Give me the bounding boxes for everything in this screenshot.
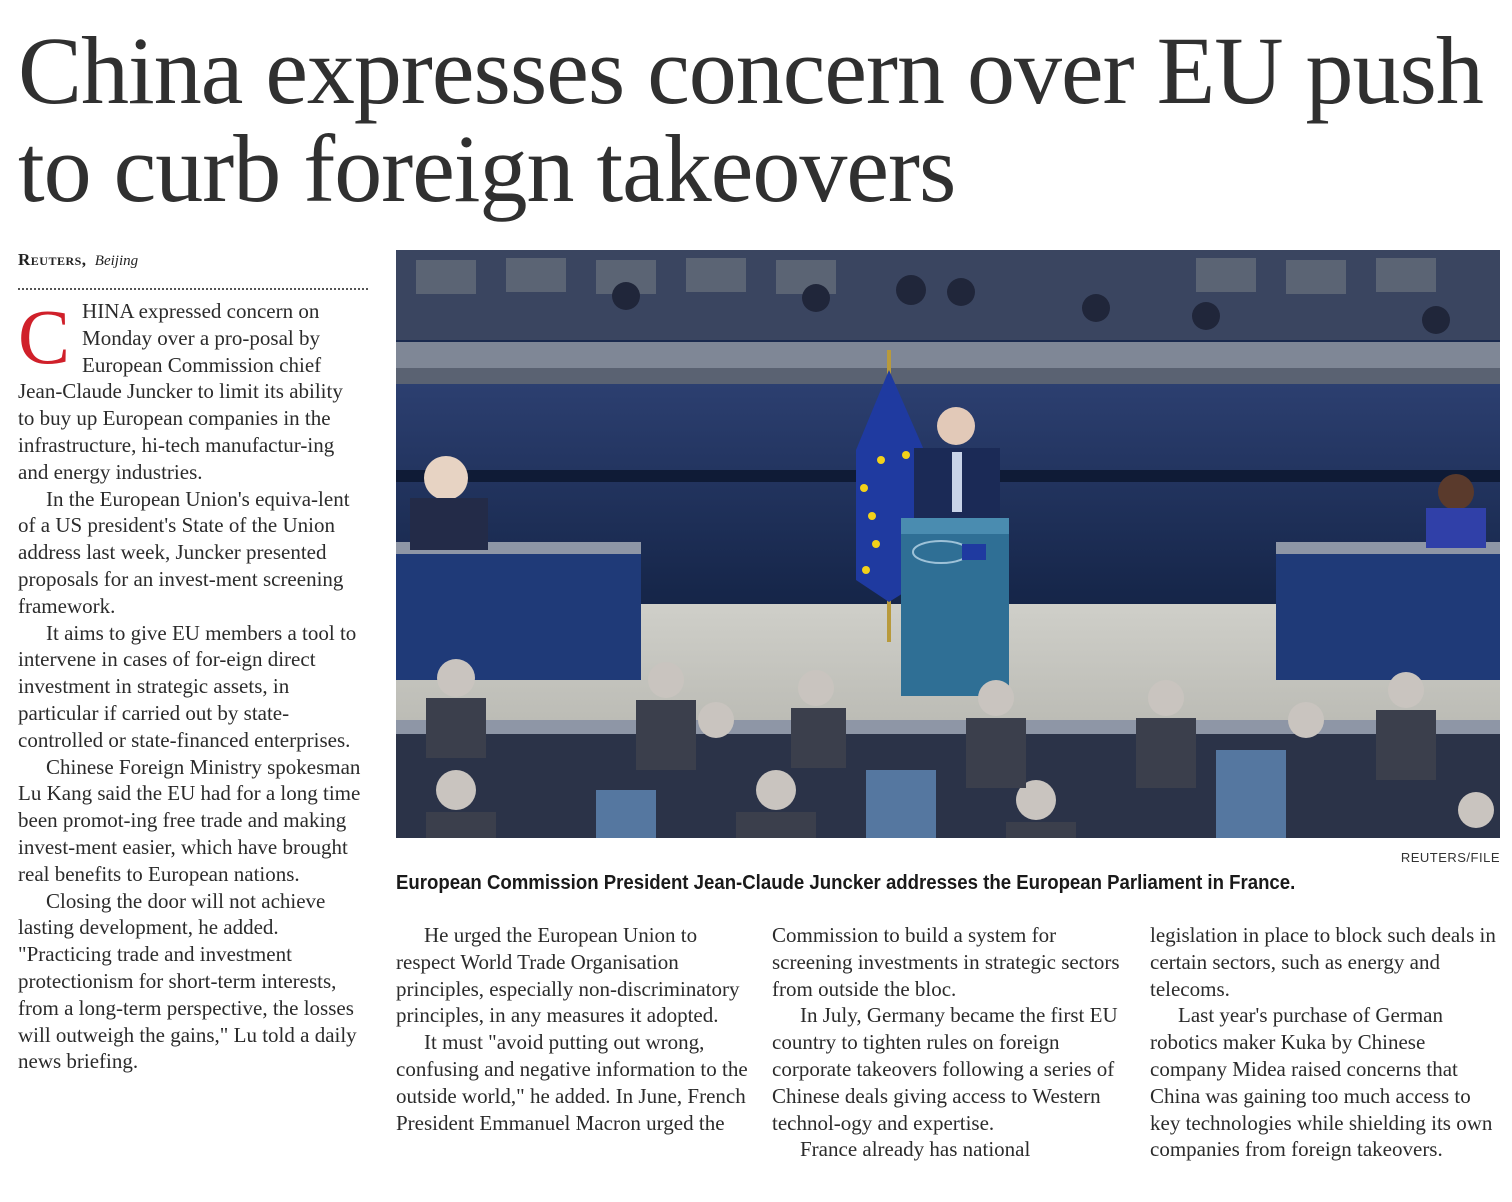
paragraph: In the European Union's equiva-lent of a US president's State of the Union address last week, Juncker presented proposals for an invest-ment screening framework. [18, 486, 350, 618]
paragraph: Last year's purchase of German robotics maker Kuka by Chinese company Midea raised concerns that China was gaining too much access to key technologies while shielding its own companies from foreign takeovers. [1150, 1003, 1493, 1162]
paragraph: Commission to build a system for screening investments in strategic sectors from outside the bloc. [772, 923, 1120, 1001]
photo-credit: REUTERS/FILE [1400, 850, 1500, 865]
paragraph: Closing the door will not achieve lasting development, he added. "Practicing trade and investment protectionism for short-term interests, from a long-term perspective, the losses will outweigh the gains," Lu told a daily news briefing. [18, 888, 357, 1074]
paragraph: HINA expressed concern on Monday over a pro-posal by European Commission chief Jean-Claude Juncker to limit its ability to buy up European companies in the infrastructure, hi-tech manufactur-ing and energy industries. [18, 299, 343, 484]
byline-city: Beijing [94, 253, 139, 269]
drop-cap: C [18, 293, 71, 380]
headline: China expresses concern over EU push to curb foreign takeovers [18, 17, 1483, 222]
byline [18, 250, 368, 270]
paragraph: In July, Germany became the first EU country to tighten rules on foreign corporate takeovers following a series of Chinese deals giving access to Western technol-ogy and expertise. [772, 1003, 1118, 1135]
paragraph: Chinese Foreign Ministry spokesman Lu Kang said the EU had for a long time been promot-ing free trade and making invest-ment easier, which have brought real benefits to European nations. [18, 754, 361, 886]
paragraph: It must "avoid putting out wrong, confusing and negative information to the outside world," he added. In June, French President Emmanuel Macron urged the [396, 1030, 748, 1135]
paragraph: It aims to give EU members a tool to intervene in cases of for-eign direct investment in strategic assets, in particular if carried out by state-controlled or state-financed enterprises. [18, 620, 357, 752]
dotted-divider [18, 288, 368, 290]
paragraph: He urged the European Union to respect World Trade Organisation principles, especially non-discriminatory principles, in any measures it adopted. [396, 923, 740, 1028]
paragraph: legislation in place to block such deals in certain sectors, such as energy and telecoms. [1150, 923, 1496, 1001]
paragraph: France already has national [800, 1137, 1031, 1162]
article-column-2 [396, 922, 748, 1136]
byline-agency: Reuters, [18, 250, 87, 269]
article-column-4 [1150, 922, 1502, 1163]
news-photo [396, 250, 1500, 838]
article-column-3 [772, 922, 1124, 1163]
photo-caption: European Commission President Jean-Claude Juncker addresses the European Parliament in France. [396, 872, 1296, 894]
article-column-1 [18, 293, 363, 1075]
